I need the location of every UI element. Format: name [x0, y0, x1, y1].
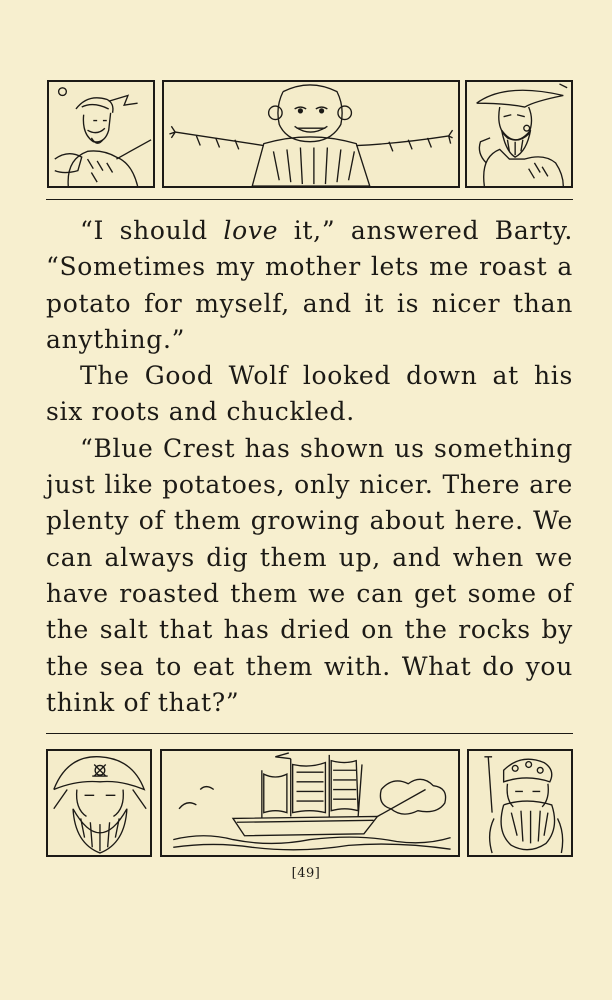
- bearded-pirate-illustration: [467, 749, 573, 857]
- pirate-illustration: [465, 80, 573, 188]
- body-text: [46, 213, 573, 721]
- paragraph-1-end: it,” answered Barty. “Sometimes my mother lets me roast a potato for myself, and it is nicer than anything.”: [46, 216, 573, 354]
- sailing-ship-illustration: [160, 749, 460, 857]
- bottom-divider-rule: [46, 733, 573, 734]
- paragraph-2: The Good Wolf looked down at his six roots and chuckled.: [46, 361, 573, 427]
- sailor-illustration: [47, 80, 155, 188]
- paragraph-3: “Blue Crest has shown us something just like potatoes, only nicer. There are plenty of them growing about here. We can always dig them up, and when we have roasted them we can get some of the salt that has dried on the rocks by the sea to eat them with. What do you think of that?”: [46, 433, 573, 717]
- top-illustration-band: [46, 80, 573, 188]
- page-number: [49]: [291, 866, 321, 881]
- emphasis-love: love: [223, 216, 279, 245]
- bottom-illustration-band: [46, 749, 573, 857]
- paragraph-1-start: “I should: [80, 216, 224, 245]
- paragraph-1: [46, 213, 573, 358]
- top-divider-rule: [46, 199, 573, 200]
- pirate-skull-hat-illustration: [46, 749, 152, 857]
- monkey-illustration: [162, 80, 460, 188]
